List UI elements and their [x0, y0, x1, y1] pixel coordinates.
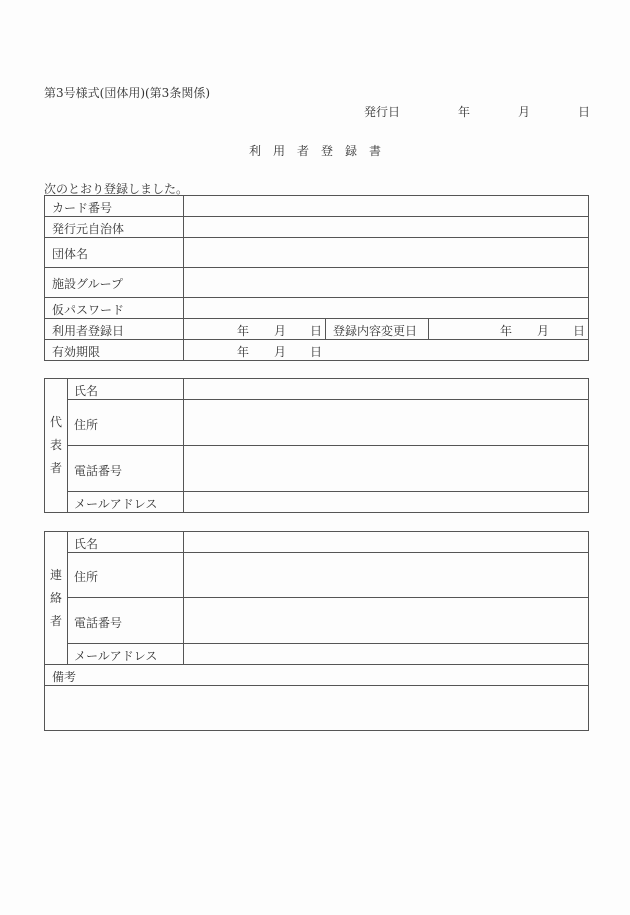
label-registration-date: 利用者登録日 [52, 324, 125, 338]
change-month-unit: 月 [537, 324, 550, 338]
contact-group-char: 者 [49, 614, 62, 628]
representative-group-char: 表 [49, 438, 62, 452]
contact-name-field[interactable] [184, 532, 587, 552]
representative-group-char: 代 [49, 415, 62, 429]
card-number-field[interactable] [184, 196, 587, 216]
facility-group-field[interactable] [184, 268, 587, 297]
exp-year-unit: 年 [237, 345, 250, 359]
rep-address-field[interactable] [184, 400, 587, 445]
issue-date-label: 発行日 [364, 105, 401, 119]
reg-month-unit: 月 [274, 324, 287, 338]
contact-label-address: 住所 [74, 570, 99, 584]
rep-phone-field[interactable] [184, 446, 587, 491]
label-change-date: 登録内容変更日 [333, 324, 418, 338]
label-temp-password: 仮パスワード [52, 303, 125, 317]
label-group-name: 団体名 [52, 247, 89, 261]
rep-name-field[interactable] [184, 379, 587, 399]
reg-year-unit: 年 [237, 324, 250, 338]
label-issuing-municipality: 発行元自治体 [52, 222, 125, 236]
rep-label-email: メールアドレス [74, 497, 158, 511]
issuing-municipality-field[interactable] [184, 217, 587, 237]
representative-group-char: 者 [49, 461, 62, 475]
contact-group-char: 絡 [49, 591, 62, 605]
contact-label-phone: 電話番号 [74, 616, 123, 630]
contact-group-char: 連 [49, 568, 62, 582]
contact-label-email: メールアドレス [74, 649, 158, 663]
remarks-field[interactable] [45, 686, 587, 730]
row-divider [44, 339, 588, 340]
change-year-unit: 年 [500, 324, 513, 338]
label-card-number: カード番号 [52, 201, 113, 215]
contact-label-name: 氏名 [74, 537, 99, 551]
row-divider [44, 664, 588, 665]
label-facility-group: 施設グループ [52, 277, 124, 291]
issue-year-unit: 年 [458, 105, 471, 119]
rep-email-field[interactable] [184, 492, 587, 512]
contact-address-field[interactable] [184, 553, 587, 597]
label-expiry: 有効期限 [52, 345, 101, 359]
intro-text: 次のとおり登録しました。 [44, 182, 189, 196]
group-name-field[interactable] [184, 238, 587, 267]
issue-day-unit: 日 [578, 105, 591, 119]
remarks-label: 備考 [52, 670, 77, 684]
rep-label-name: 氏名 [74, 384, 99, 398]
reg-day-unit: 日 [310, 324, 323, 338]
document-title: 利用者登録書 [248, 144, 393, 158]
rep-label-phone: 電話番号 [74, 464, 123, 478]
form-number: 第3号様式(団体用)(第3条関係) [44, 86, 210, 100]
row-divider [44, 318, 588, 319]
column-divider [325, 318, 326, 339]
contact-email-field[interactable] [184, 644, 587, 664]
issue-month-unit: 月 [518, 105, 531, 119]
change-day-unit: 日 [573, 324, 586, 338]
contact-phone-field[interactable] [184, 598, 587, 643]
rep-label-address: 住所 [74, 418, 99, 432]
exp-month-unit: 月 [274, 345, 287, 359]
temp-password-field[interactable] [184, 298, 587, 318]
exp-day-unit: 日 [310, 345, 323, 359]
column-divider [428, 318, 429, 339]
